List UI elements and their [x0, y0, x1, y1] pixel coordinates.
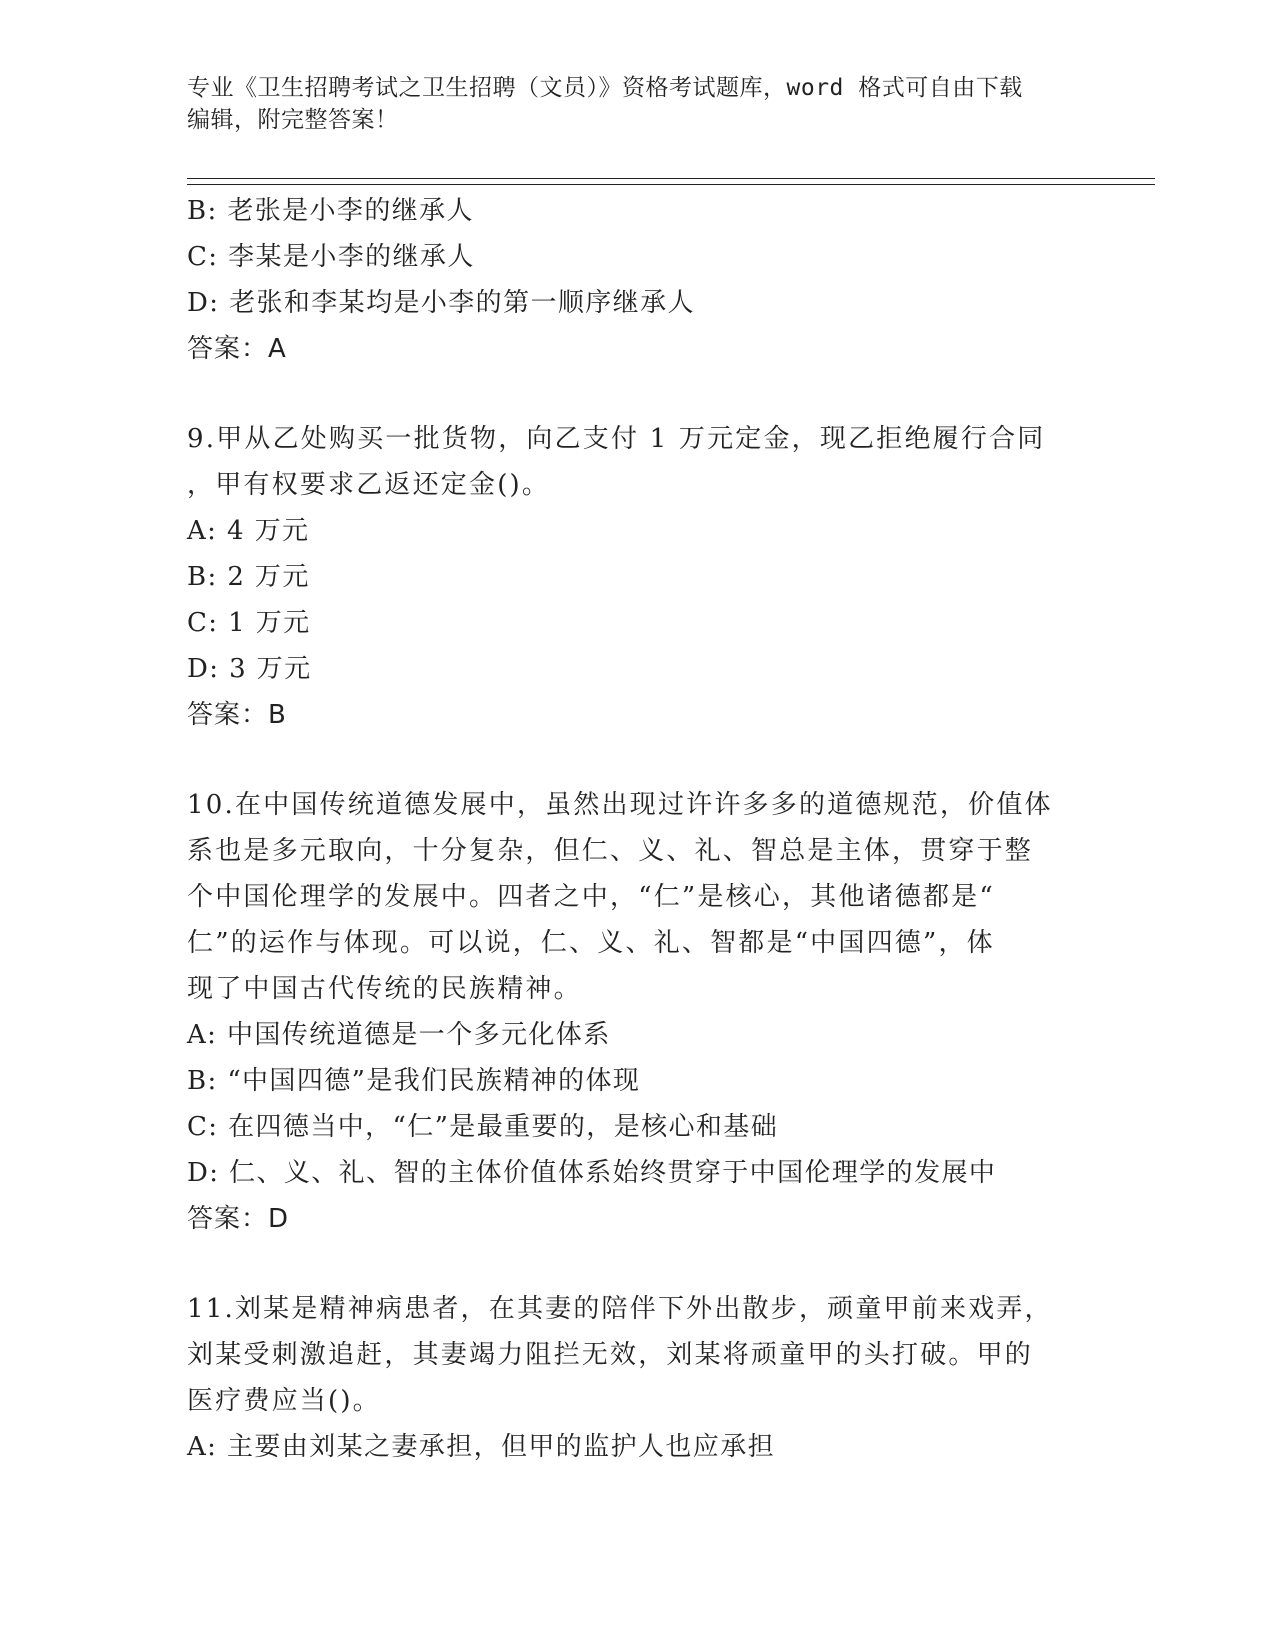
- option-b: B: 2 万元: [187, 562, 310, 592]
- option-a: A: 主要由刘某之妻承担，但甲的监护人也应承担: [187, 1432, 776, 1462]
- header-rule-top: [187, 178, 1155, 179]
- option-b: B: “中国四德”是我们民族精神的体现: [187, 1066, 641, 1096]
- question-stem-line: 医疗费应当()。: [187, 1386, 381, 1416]
- question-8: [187, 188, 1087, 372]
- option-d: D: 3 万元: [187, 654, 312, 684]
- option-a: A: 中国传统道德是一个多元化体系: [187, 1020, 611, 1050]
- document-body: [187, 188, 1087, 1470]
- question-9: [187, 416, 1087, 738]
- option-c: C: 在四德当中，“仁”是最重要的，是核心和基础: [187, 1112, 779, 1142]
- option-b: B: 老张是小李的继承人: [187, 196, 474, 226]
- question-stem-line: 现了中国古代传统的民族精神。: [187, 974, 582, 1004]
- question-stem-line: 系也是多元取向，十分复杂，但仁、义、礼、智总是主体，贯穿于整: [187, 836, 1034, 866]
- question-10: [187, 782, 1087, 1242]
- answer: 答案：D: [187, 1204, 290, 1234]
- answer: 答案：B: [187, 700, 287, 730]
- question-stem-line: 个中国伦理学的发展中。四者之中，“仁”是核心，其他诸德都是“: [187, 882, 995, 912]
- option-c: C: 李某是小李的继承人: [187, 242, 475, 272]
- question-stem-line: 10.在中国传统道德发展中，虽然出现过许许多多的道德规范，价值体: [187, 790, 1053, 820]
- question-stem-line: ，甲有权要求乙返还定金()。: [187, 470, 551, 500]
- question-stem-line: 刘某受刺激追赶，其妻竭力阻拦无效，刘某将顽童甲的头打破。甲的: [187, 1340, 1034, 1370]
- answer: 答案：A: [187, 334, 287, 364]
- question-stem-line: 9.甲从乙处购买一批货物，向乙支付 1 万元定金，现乙拒绝履行合同: [187, 424, 1046, 454]
- header-line-1: 专业《卫生招聘考试之卫生招聘（文员）》资格考试题库，word 格式可自由下载: [187, 75, 1023, 101]
- question-stem-line: 仁”的运作与体现。可以说，仁、义、礼、智都是“中国四德”，体: [187, 928, 995, 958]
- question-stem-line: 11.刘某是精神病患者，在其妻的陪伴下外出散步，顽童甲前来戏弄，: [187, 1294, 1053, 1324]
- header-line-2: 编辑，附完整答案！: [187, 107, 399, 133]
- option-d: D: 仁、义、礼、智的主体价值体系始终贯穿于中国伦理学的发展中: [187, 1158, 997, 1188]
- option-c: C: 1 万元: [187, 608, 311, 638]
- option-a: A: 4 万元: [187, 516, 310, 546]
- header-rule-bottom: [187, 184, 1155, 185]
- document-header: [187, 72, 1087, 136]
- question-11: [187, 1286, 1087, 1470]
- option-d: D: 老张和李某均是小李的第一顺序继承人: [187, 288, 695, 318]
